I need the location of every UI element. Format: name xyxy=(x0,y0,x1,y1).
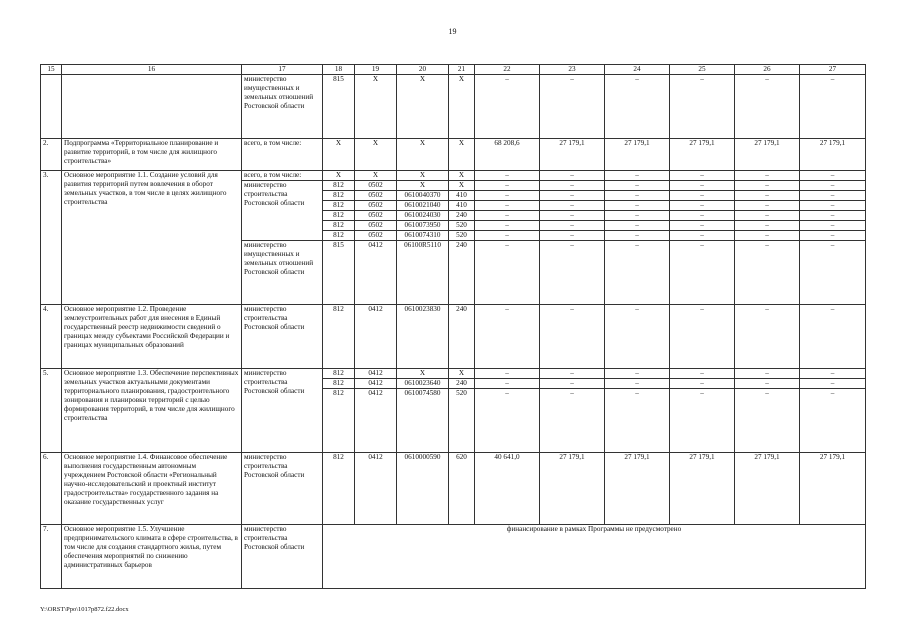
executor-cell: министерство имущественных и земельных отношений Ростовской области xyxy=(242,241,323,305)
value-cell: 27 179,1 xyxy=(605,453,670,525)
vr-cell: 620 xyxy=(449,453,475,525)
vr-cell: X xyxy=(449,181,475,191)
col-header: 16 xyxy=(62,65,242,75)
value-cell: – xyxy=(540,201,605,211)
grbs-cell: 812 xyxy=(323,181,355,191)
value-cell: – xyxy=(475,379,540,389)
value-cell: – xyxy=(540,369,605,379)
value-cell: – xyxy=(540,389,605,453)
table-row xyxy=(41,139,866,171)
vr-cell: 240 xyxy=(449,241,475,305)
rzpr-cell: 0412 xyxy=(355,241,397,305)
value-cell: – xyxy=(800,201,866,211)
value-cell: – xyxy=(540,75,605,139)
vr-cell: 520 xyxy=(449,231,475,241)
vr-cell: X xyxy=(449,369,475,379)
value-cell: – xyxy=(800,379,866,389)
csr-cell: 0610000590 xyxy=(397,453,449,525)
value-cell: – xyxy=(670,369,735,379)
value-cell: – xyxy=(670,231,735,241)
value-cell: – xyxy=(670,181,735,191)
value-cell: – xyxy=(475,231,540,241)
value-cell: – xyxy=(475,305,540,369)
csr-cell: 06100R5110 xyxy=(397,241,449,305)
csr-cell: X xyxy=(397,139,449,171)
value-cell: – xyxy=(735,369,800,379)
value-cell: – xyxy=(540,191,605,201)
row-number: 7. xyxy=(41,525,62,589)
grbs-cell: 812 xyxy=(323,211,355,221)
value-cell: – xyxy=(670,211,735,221)
vr-cell: 410 xyxy=(449,191,475,201)
executor-cell: министерство строительства Ростовской области xyxy=(242,453,323,525)
value-cell: – xyxy=(540,379,605,389)
grbs-cell: 812 xyxy=(323,389,355,453)
value-cell: 27 179,1 xyxy=(605,139,670,171)
value-cell: – xyxy=(670,379,735,389)
value-cell: 27 179,1 xyxy=(540,139,605,171)
value-cell: – xyxy=(540,305,605,369)
measure-name: Основное мероприятие 1.2. Проведение землеустроительных работ для внесения в Единый государственный реестр недвижимости сведений о границах между субъектами Российской Федерации и границах муниципальных образований xyxy=(62,305,242,369)
rzpr-cell: 0502 xyxy=(355,201,397,211)
col-header: 24 xyxy=(605,65,670,75)
grbs-cell: 812 xyxy=(323,369,355,379)
csr-cell: X xyxy=(397,75,449,139)
executor-cell: всего, в том числе: xyxy=(242,139,323,171)
table-row xyxy=(41,305,866,369)
table-row xyxy=(41,453,866,525)
value-cell: – xyxy=(670,191,735,201)
measure-name: Подпрограмма «Территориальное планирование и развитие территорий, в том числе для жилищного строительства» xyxy=(62,139,242,171)
grbs-cell: 815 xyxy=(323,241,355,305)
value-cell: – xyxy=(605,171,670,181)
rzpr-cell: X xyxy=(355,171,397,181)
col-header: 15 xyxy=(41,65,62,75)
value-cell: 68 208,6 xyxy=(475,139,540,171)
value-cell: 27 179,1 xyxy=(540,453,605,525)
row-number: 5. xyxy=(41,369,62,453)
row-number: 6. xyxy=(41,453,62,525)
measure-name: Основное мероприятие 1.5. Улучшение предпринимательского климата в сфере строительства, в том числе для создания стандартного жилья, путем обеспечения мероприятий по снижению административных барьеров xyxy=(62,525,242,589)
value-cell: 27 179,1 xyxy=(800,139,866,171)
value-cell: – xyxy=(735,379,800,389)
value-cell: – xyxy=(475,75,540,139)
row-number: 2. xyxy=(41,139,62,171)
value-cell: – xyxy=(605,221,670,231)
value-cell: – xyxy=(670,221,735,231)
grbs-cell: 812 xyxy=(323,231,355,241)
value-cell: – xyxy=(475,171,540,181)
vr-cell: X xyxy=(449,171,475,181)
rzpr-cell: X xyxy=(355,139,397,171)
vr-cell: 520 xyxy=(449,389,475,453)
rzpr-cell: 0412 xyxy=(355,389,397,453)
value-cell: – xyxy=(735,221,800,231)
csr-cell: 0610024030 xyxy=(397,211,449,221)
row-number: 3. xyxy=(41,171,62,305)
value-cell: – xyxy=(735,231,800,241)
value-cell: – xyxy=(800,231,866,241)
value-cell: – xyxy=(800,75,866,139)
value-cell: – xyxy=(605,305,670,369)
value-cell: – xyxy=(475,191,540,201)
table-row xyxy=(41,369,866,379)
value-cell: – xyxy=(800,191,866,201)
value-cell: – xyxy=(800,221,866,231)
value-cell: – xyxy=(800,389,866,453)
vr-cell: 410 xyxy=(449,201,475,211)
csr-cell: 0610023640 xyxy=(397,379,449,389)
value-cell: – xyxy=(670,201,735,211)
value-cell: – xyxy=(670,305,735,369)
rzpr-cell: 0502 xyxy=(355,231,397,241)
grbs-cell: 812 xyxy=(323,305,355,369)
vr-cell: 240 xyxy=(449,305,475,369)
rzpr-cell: 0502 xyxy=(355,191,397,201)
column-header-row xyxy=(41,65,866,75)
rzpr-cell: 0502 xyxy=(355,181,397,191)
value-cell: 27 179,1 xyxy=(735,453,800,525)
value-cell: 40 641,0 xyxy=(475,453,540,525)
row-number: 4. xyxy=(41,305,62,369)
value-cell: – xyxy=(540,231,605,241)
vr-cell: 240 xyxy=(449,379,475,389)
csr-cell: X xyxy=(397,181,449,191)
value-cell: – xyxy=(800,171,866,181)
value-cell: – xyxy=(735,211,800,221)
csr-cell: 0610040370 xyxy=(397,191,449,201)
col-header: 22 xyxy=(475,65,540,75)
grbs-cell: X xyxy=(323,171,355,181)
grbs-cell: 815 xyxy=(323,75,355,139)
col-header: 26 xyxy=(735,65,800,75)
value-cell: – xyxy=(670,171,735,181)
executor-cell: министерство строительства Ростовской области xyxy=(242,305,323,369)
value-cell: – xyxy=(735,201,800,211)
vr-cell: 520 xyxy=(449,221,475,231)
vr-cell: X xyxy=(449,75,475,139)
executor-cell: министерство имущественных и земельных отношений Ростовской области xyxy=(242,75,323,139)
value-cell: – xyxy=(670,241,735,305)
value-cell: – xyxy=(475,241,540,305)
rzpr-cell: X xyxy=(355,75,397,139)
value-cell: – xyxy=(735,75,800,139)
rzpr-cell: 0412 xyxy=(355,379,397,389)
rzpr-cell: 0502 xyxy=(355,221,397,231)
value-cell: – xyxy=(605,181,670,191)
value-cell: – xyxy=(800,305,866,369)
table-row xyxy=(41,75,866,139)
value-cell: – xyxy=(605,211,670,221)
value-cell: – xyxy=(475,181,540,191)
grbs-cell: 812 xyxy=(323,221,355,231)
value-cell: – xyxy=(475,201,540,211)
value-cell: – xyxy=(540,241,605,305)
rzpr-cell: 0412 xyxy=(355,369,397,379)
value-cell: – xyxy=(800,369,866,379)
value-cell: – xyxy=(605,191,670,201)
grbs-cell: 812 xyxy=(323,201,355,211)
measure-name: Основное мероприятие 1.1. Создание условий для развития территорий путем вовлечения в оборот земельных участков, в том числе в целях жилищного строительства xyxy=(62,171,242,305)
value-cell: – xyxy=(800,181,866,191)
measure-name: Основное мероприятие 1.3. Обеспечение перспективных земельных участков актуальными документами территориального планирования, градостроительного зонирования и планировки территорий с целью формирования территорий, в том числе для жилищного строительства xyxy=(62,369,242,453)
value-cell: – xyxy=(475,389,540,453)
value-cell: – xyxy=(605,389,670,453)
value-cell: – xyxy=(605,75,670,139)
value-cell: – xyxy=(540,211,605,221)
col-header: 17 xyxy=(242,65,323,75)
rzpr-cell: 0412 xyxy=(355,453,397,525)
value-cell: 27 179,1 xyxy=(670,139,735,171)
grbs-cell: 812 xyxy=(323,453,355,525)
col-header: 18 xyxy=(323,65,355,75)
csr-cell: 0610074580 xyxy=(397,389,449,453)
table-row xyxy=(41,525,866,589)
col-header: 27 xyxy=(800,65,866,75)
value-cell: – xyxy=(475,221,540,231)
value-cell: – xyxy=(475,211,540,221)
vr-cell: X xyxy=(449,139,475,171)
value-cell: 27 179,1 xyxy=(735,139,800,171)
rzpr-cell: 0502 xyxy=(355,211,397,221)
value-cell: – xyxy=(670,389,735,453)
value-cell: – xyxy=(735,191,800,201)
csr-cell: X xyxy=(397,171,449,181)
value-cell: – xyxy=(800,211,866,221)
value-cell: – xyxy=(735,305,800,369)
csr-cell: X xyxy=(397,369,449,379)
executor-cell: всего, в том числе: xyxy=(242,171,323,181)
value-cell: – xyxy=(605,231,670,241)
value-cell: – xyxy=(605,379,670,389)
value-cell: 27 179,1 xyxy=(800,453,866,525)
file-path-footer: Y:\ORST\Ppo\1017p872.f22.docx xyxy=(40,606,129,613)
executor-cell: министерство строительства Ростовской области xyxy=(242,525,323,589)
value-cell: – xyxy=(540,181,605,191)
value-cell: – xyxy=(540,221,605,231)
value-cell: – xyxy=(735,171,800,181)
value-cell: – xyxy=(475,369,540,379)
grbs-cell: X xyxy=(323,139,355,171)
csr-cell: 0610074310 xyxy=(397,231,449,241)
csr-cell: 0610023830 xyxy=(397,305,449,369)
col-header: 25 xyxy=(670,65,735,75)
executor-cell: министерство строительства Ростовской области xyxy=(242,181,323,241)
value-cell: – xyxy=(540,171,605,181)
page-number: 19 xyxy=(448,27,457,36)
measure-name: Основное мероприятие 1.4. Финансовое обеспечение выполнения государственным автономным учреждением Ростовской области «Региональный научно-исследовательский и проектный институт градостроительства» государственного задания на оказание государственных услуг xyxy=(62,453,242,525)
rzpr-cell: 0412 xyxy=(355,305,397,369)
value-cell: – xyxy=(800,241,866,305)
col-header: 20 xyxy=(397,65,449,75)
value-cell: – xyxy=(605,369,670,379)
financing-note: финансирование в рамках Программы не предусмотрено xyxy=(323,525,866,589)
program-table xyxy=(40,64,866,589)
value-cell: – xyxy=(605,201,670,211)
value-cell: 27 179,1 xyxy=(670,453,735,525)
csr-cell: 0610021040 xyxy=(397,201,449,211)
col-header: 19 xyxy=(355,65,397,75)
value-cell: – xyxy=(670,75,735,139)
vr-cell: 240 xyxy=(449,211,475,221)
value-cell: – xyxy=(735,241,800,305)
grbs-cell: 812 xyxy=(323,191,355,201)
executor-cell: министерство строительства Ростовской области xyxy=(242,369,323,453)
col-header: 23 xyxy=(540,65,605,75)
value-cell: – xyxy=(735,389,800,453)
value-cell: – xyxy=(735,181,800,191)
grbs-cell: 812 xyxy=(323,379,355,389)
value-cell: – xyxy=(605,241,670,305)
csr-cell: 0610073950 xyxy=(397,221,449,231)
table-row xyxy=(41,171,866,181)
col-header: 21 xyxy=(449,65,475,75)
